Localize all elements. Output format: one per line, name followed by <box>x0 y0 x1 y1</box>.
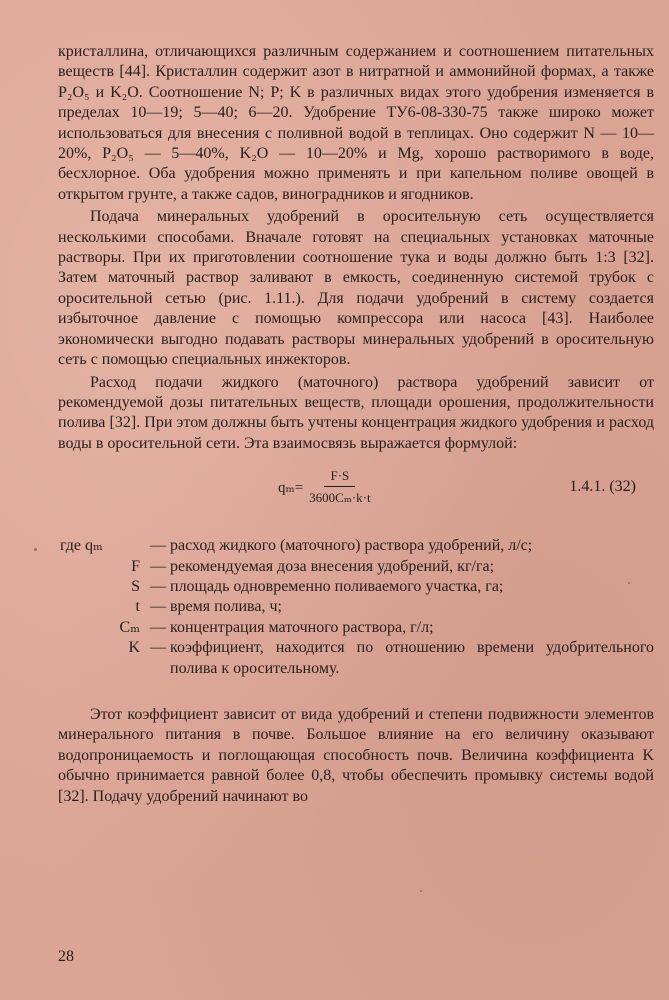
legend-text: коэффициент, находится по отношению времени удобрительного полива к оросительному. <box>170 639 654 677</box>
formula-fraction <box>309 468 370 506</box>
formula-numerator: F·S <box>324 468 355 487</box>
legend-row <box>58 597 654 617</box>
formula <box>278 468 371 506</box>
paragraph-flow-rate: Расход подачи жидкого (маточного) раствора удобрений зависит от рекомендуемой дозы питательных веществ, площади орошения, продолжительности полива [32]. При этом должны быть учтены концентрация жидкого удобрения и расход воды в оросительной сети. Эта взаимосвязь выражается формулой: <box>58 373 654 452</box>
legend-symbol: S <box>131 577 140 595</box>
legend-symbol: F <box>131 557 140 575</box>
paper-speck <box>420 890 422 892</box>
formula-number: 1.4.1. (32) <box>569 478 636 496</box>
legend-text: площадь одновременно поливаемого участка, га; <box>170 577 504 595</box>
formula-lhs: qₘ= <box>278 479 304 496</box>
legend-row <box>58 577 654 597</box>
legend-symbol: K <box>128 639 140 657</box>
formula-legend <box>58 536 654 679</box>
page-number: 28 <box>58 948 74 965</box>
formula-block <box>58 464 654 522</box>
paper-speck <box>640 238 643 241</box>
legend-dash: — <box>150 537 166 555</box>
legend-text: концентрация маточного раствора, г/л; <box>170 618 434 636</box>
paragraph-fertilizer-supply-methods: Подача минеральных удобрений в оросительную сеть осуществляется несколькими способами. Вначале готовят на специальных установках маточные растворы. При их приготовлении соотношение тука и воды должно быть 1:3 [32]. Затем маточный раствор заливают в емкость, соединенную системой трубок с оросительной сетью (рис. 1.11.). Для подачи удобрений в систему создается избыточное давление с помощью компрессора или насоса [43]. Наиболее экономически выгодно подавать растворы минеральных удобрений в оросительную сеть с помощью специальных инжекторов. <box>58 208 654 369</box>
paragraph-coefficient: Этот коэффициент зависит от вида удобрений и степени подвижности элементов минерального питания в почве. Большое влияние на его величину оказывают водопроницаемость и поглощающая способность почв. Величина коэффициента K обычно принимается равной более 0,8, чтобы обеспечить промывку системы водой [32]. Подачу удобрений начинают во <box>58 705 654 805</box>
formula-denominator: 3600Cₘ·k·t <box>309 490 371 506</box>
legend-text: время полива, ч; <box>170 598 282 616</box>
legend-row <box>58 618 654 638</box>
legend-row <box>58 557 654 577</box>
legend-row <box>58 638 654 679</box>
legend-symbol: где qₘ <box>60 537 103 555</box>
book-page <box>58 42 654 807</box>
legend-dash: — <box>150 598 166 616</box>
legend-symbol: Cₘ <box>119 618 140 636</box>
legend-row <box>58 536 654 556</box>
legend-dash: — <box>150 639 166 657</box>
paper-speck <box>34 548 37 551</box>
paper-speck <box>628 582 630 584</box>
legend-symbol: t <box>135 598 140 616</box>
legend-dash: — <box>150 557 166 575</box>
legend-text: расход жидкого (маточного) раствора удобрений, л/с; <box>170 537 533 555</box>
legend-dash: — <box>150 618 166 636</box>
legend-dash: — <box>150 577 166 595</box>
legend-text: рекомендуемая доза внесения удобрений, кг/га; <box>170 557 495 575</box>
paragraph-crystallin: кристаллина, отличающихся различным содержанием и соотношением питательных веществ [44]. Кристаллин содержит азот в нитратной и аммонийной формах, а также P₂O₅ и K₂O. Соотношение N; P; K в различных видах этого удобрения изменяется в пределах 10—19; 5—40; 6—20. Удобрение ТУ6-08-330-75 также широко может использоваться для внесения с поливной водой в теплицах. Оно содержит N — 10—20%, P₂O₅ — 5—40%, K₂O — 10—20% и Mg, хорошо растворимого в воде, бесхлорное. Оба удобрения можно применять и при капельном поливе овощей в открытом грунте, а также садов, виноградников и ягодников. <box>58 43 654 203</box>
